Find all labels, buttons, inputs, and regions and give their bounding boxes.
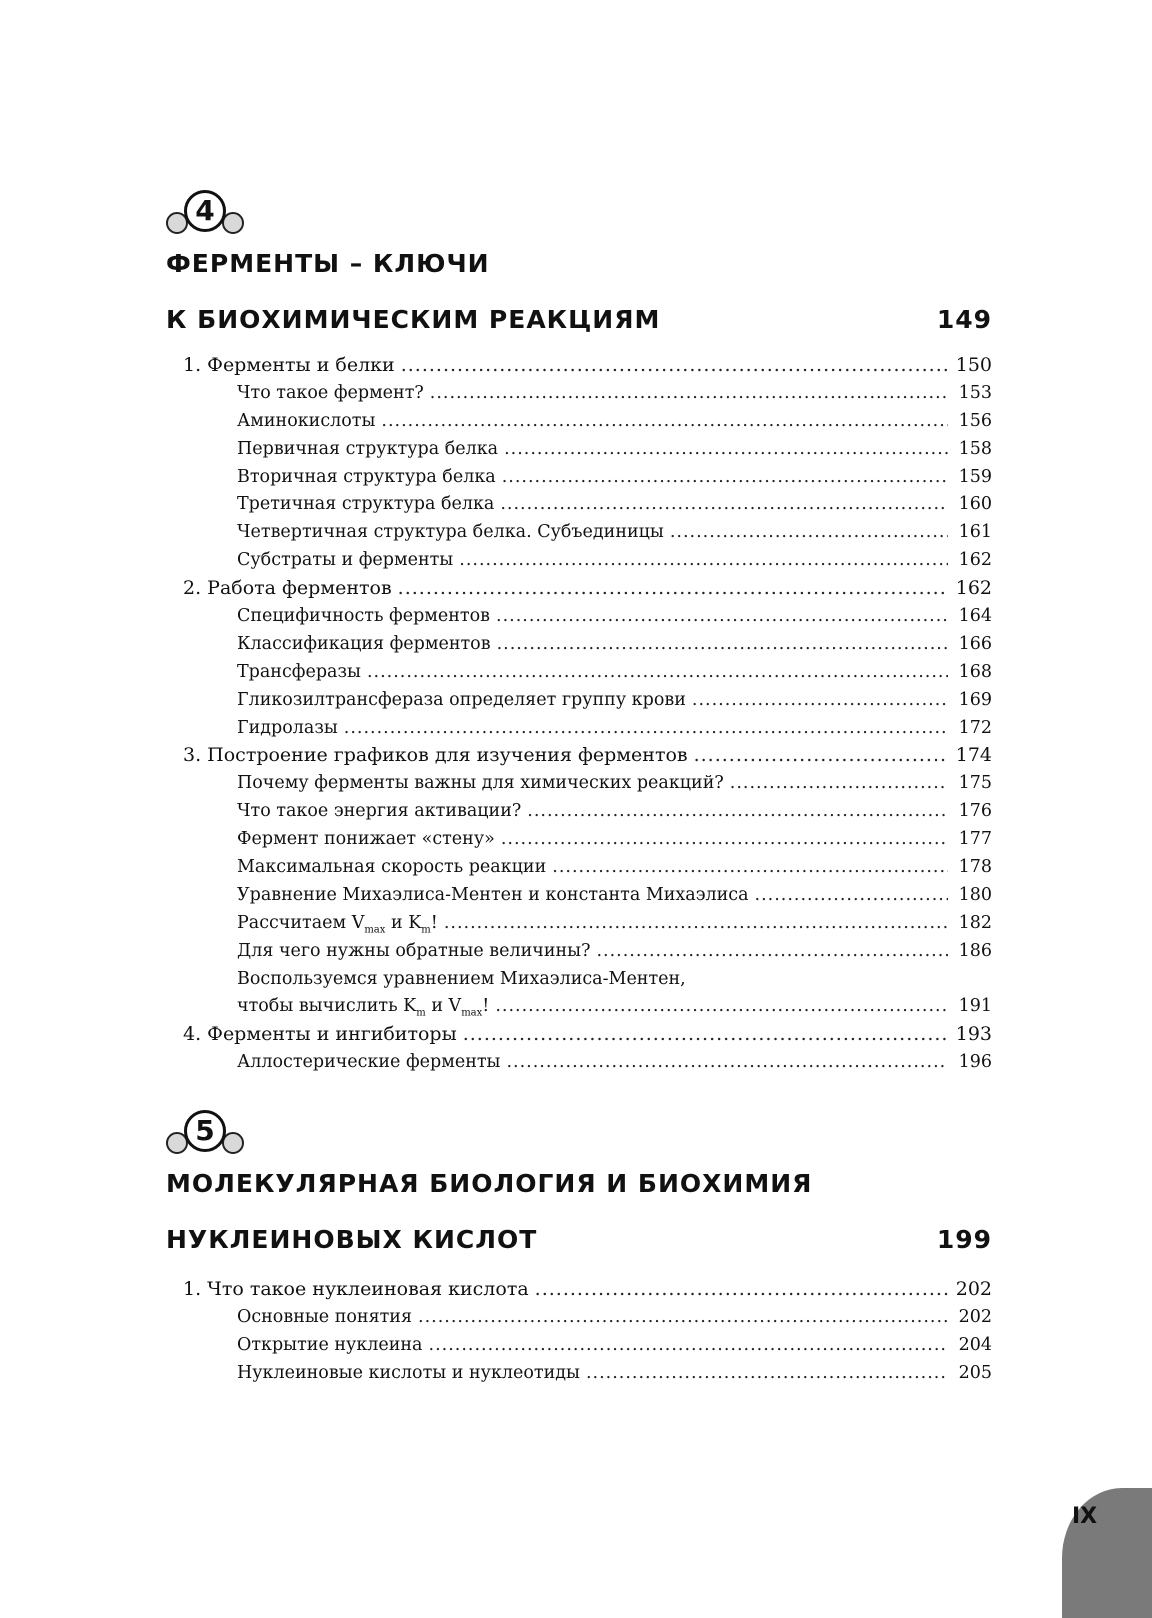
toc-leader-dots <box>344 715 948 743</box>
toc-entry-page: 162 <box>958 550 992 571</box>
chapter-5-heading <box>166 1110 992 1268</box>
chapter-number: 5 <box>184 1110 226 1152</box>
chapter-number: 4 <box>184 190 226 232</box>
toc-entry-page: 153 <box>958 382 992 403</box>
toc-entry-page: 172 <box>958 717 992 738</box>
toc-leader-dots <box>496 603 948 631</box>
chapter-title-line1: МОЛЕКУЛЯРНАЯ БИОЛОГИЯ И БИОХИМИЯ <box>166 1169 813 1198</box>
toc-entry-page: 160 <box>958 494 992 515</box>
toc-entry[interactable] <box>183 715 992 743</box>
toc-entry-title: чтобы вычислить $K_m$ и $V_{max}$! <box>237 996 490 1019</box>
toc-leader-dots <box>535 1276 948 1304</box>
toc-entry-title: 2. Работа ферментов <box>183 577 392 600</box>
toc-entry-page: 193 <box>955 1023 992 1046</box>
toc-entry[interactable] <box>183 882 992 910</box>
toc-entry-title: 1. Что такое нуклеиновая кислота <box>183 1278 529 1300</box>
toc-entry-page: 174 <box>955 744 992 767</box>
toc-entry[interactable] <box>183 603 992 631</box>
toc-entry-title: Для чего нужны обратные величины? <box>237 940 591 961</box>
toc-entry-page: 182 <box>958 912 992 933</box>
toc-leader-dots <box>501 826 948 854</box>
chapter-title-text: НУКЛЕИНОВЫХ КИСЛОТ <box>166 1225 538 1254</box>
toc-entry-title: Классификация ферментов <box>237 633 491 654</box>
toc-entry-page: 164 <box>958 606 992 627</box>
toc-entry[interactable] <box>183 1332 992 1360</box>
toc-entry-title: Уравнение Михаэлиса-Ментен и константа Михаэлиса <box>237 884 749 905</box>
chapter-4-heading <box>166 190 992 348</box>
toc-entry-title: Вторичная структура белка <box>237 466 496 487</box>
toc-entry[interactable] <box>183 854 992 882</box>
toc-leader-dots <box>398 575 948 603</box>
toc-entry-title: Почему ферменты важны для химических реакций? <box>237 773 724 794</box>
toc-entry-page: 202 <box>955 1278 992 1300</box>
toc-leader-dots <box>463 1021 948 1049</box>
toc-entry-title: 4. Ферменты и ингибиторы <box>183 1023 457 1046</box>
chapter-number-badge <box>166 1110 250 1156</box>
toc-entry[interactable] <box>183 993 992 1021</box>
toc-leader-dots <box>367 659 948 687</box>
toc-entry-page: 168 <box>958 661 992 682</box>
toc-leader-dots <box>527 798 948 826</box>
toc-leader-dots <box>694 742 948 770</box>
chapter-5-toc <box>183 1276 992 1388</box>
toc-leader-dots <box>444 910 948 938</box>
toc-leader-dots <box>506 1049 948 1077</box>
toc-entry-page: 178 <box>958 857 992 878</box>
toc-leader-dots <box>755 882 948 910</box>
toc-leader-dots <box>495 993 948 1021</box>
toc-leader-dots <box>670 519 948 547</box>
toc-entry-title: Нуклеиновые кислоты и нуклеотиды <box>237 1362 580 1383</box>
toc-section-entry[interactable] <box>183 575 992 603</box>
toc-entry-page: 158 <box>958 438 992 459</box>
toc-section-entry[interactable] <box>183 352 992 380</box>
toc-leader-dots <box>401 352 948 380</box>
chapter-page: 149 <box>936 305 992 334</box>
toc-entry-title: Открытие нуклеина <box>237 1334 423 1355</box>
toc-entry-page: 169 <box>958 689 992 710</box>
toc-entry-title: Четвертичная структура белка. Субъединицы <box>237 522 664 543</box>
toc-leader-dots <box>429 1332 949 1360</box>
toc-entry-page: 196 <box>958 1052 992 1073</box>
toc-entry-title: Воспользуемся уравнением Михаэлиса-Ментен, <box>237 968 686 989</box>
toc-entry-page: 204 <box>958 1334 992 1355</box>
toc-entry-title: Третичная структура белка <box>237 494 495 515</box>
toc-entry[interactable] <box>183 1304 992 1332</box>
toc-entry[interactable] <box>183 910 992 938</box>
toc-entry-title: Что такое энергия активации? <box>237 801 522 822</box>
toc-entry-page: 191 <box>958 996 992 1017</box>
toc-entry-page: 202 <box>958 1306 992 1327</box>
chapter-title-line2 <box>166 1212 992 1268</box>
toc-entry-page: 180 <box>958 884 992 905</box>
toc-entry-page: 175 <box>958 773 992 794</box>
toc-section-entry[interactable] <box>183 1021 992 1049</box>
toc-leader-dots <box>418 1304 948 1332</box>
toc-entry-title: Субстраты и ферменты <box>237 550 454 571</box>
toc-entry[interactable] <box>183 408 992 436</box>
toc-leader-dots <box>504 436 948 464</box>
toc-entry-title: Гликозилтрансфераза определяет группу крови <box>237 689 686 710</box>
toc-entry[interactable] <box>183 938 992 966</box>
toc-entry[interactable] <box>183 1360 992 1388</box>
toc-entry-page: 162 <box>955 577 992 600</box>
toc-entry[interactable] <box>183 1049 992 1077</box>
chapter-number-badge <box>166 190 250 236</box>
toc-entry-title: 3. Построение графиков для изучения ферментов <box>183 744 688 767</box>
toc-entry-title: Рассчитаем $V_{max}$ и $K_m$! <box>237 912 438 936</box>
toc-entry-page: 176 <box>958 801 992 822</box>
toc-leader-dots <box>459 547 948 575</box>
toc-leader-dots <box>381 408 948 436</box>
toc-entry[interactable] <box>183 380 992 408</box>
chapter-title-line2 <box>166 292 992 348</box>
toc-entry-page: 159 <box>958 466 992 487</box>
toc-entry[interactable] <box>183 519 992 547</box>
toc-entry-page: 156 <box>958 410 992 431</box>
toc-entry-continued[interactable] <box>183 966 992 994</box>
toc-leader-dots <box>596 938 948 966</box>
page-number-tab <box>1062 1488 1152 1618</box>
toc-entry-title: Первичная структура белка <box>237 438 499 459</box>
page-number: IX <box>1072 1504 1098 1529</box>
chapter-title-text: К БИОХИМИЧЕСКИМ РЕАКЦИЯМ <box>166 305 661 334</box>
toc-entry-title: Основные понятия <box>237 1306 412 1327</box>
toc-entry-title: Что такое фермент? <box>237 382 424 403</box>
toc-section-entry[interactable] <box>183 1276 992 1304</box>
toc-entry-page: 150 <box>955 354 992 376</box>
toc-entry[interactable] <box>183 687 992 715</box>
toc-entry[interactable] <box>183 631 992 659</box>
toc-entry-page: 205 <box>958 1362 992 1383</box>
chapter-title-line1: ФЕРМЕНТЫ – КЛЮЧИ <box>166 249 490 278</box>
toc-entry[interactable] <box>183 491 992 519</box>
toc-entry-title: Специфичность ферментов <box>237 606 490 627</box>
toc-entry[interactable] <box>183 659 992 687</box>
toc-entry-page: 186 <box>958 940 992 961</box>
toc-entry-title: Трансферазы <box>237 661 361 682</box>
toc-entry-title: Аминокислоты <box>237 410 376 431</box>
toc-entry-title: Аллостерические ферменты <box>237 1052 501 1073</box>
toc-entry-page: 161 <box>958 522 992 543</box>
toc-leader-dots <box>692 687 948 715</box>
toc-leader-dots <box>730 770 948 798</box>
toc-leader-dots <box>497 631 948 659</box>
toc-entry-page: 177 <box>958 829 992 850</box>
toc-leader-dots <box>586 1360 948 1388</box>
toc-entry[interactable] <box>183 436 992 464</box>
toc-section-entry[interactable] <box>183 742 992 770</box>
toc-entry[interactable] <box>183 826 992 854</box>
toc-entry-title: Гидролазы <box>237 717 338 738</box>
toc-entry-page: 166 <box>958 633 992 654</box>
toc-leader-dots <box>552 854 948 882</box>
toc-leader-dots <box>502 464 948 492</box>
toc-entry[interactable] <box>183 798 992 826</box>
chapter-4-toc <box>183 352 992 1077</box>
toc-entry-title: Максимальная скорость реакции <box>237 857 547 878</box>
toc-entry[interactable] <box>183 464 992 492</box>
toc-entry[interactable] <box>183 547 992 575</box>
toc-entry-title: Фермент понижает «стену» <box>237 829 495 850</box>
toc-leader-dots <box>500 491 948 519</box>
toc-leader-dots <box>430 380 948 408</box>
chapter-page: 199 <box>936 1225 992 1254</box>
toc-entry[interactable] <box>183 770 992 798</box>
toc-entry-title: 1. Ферменты и белки <box>183 354 395 376</box>
